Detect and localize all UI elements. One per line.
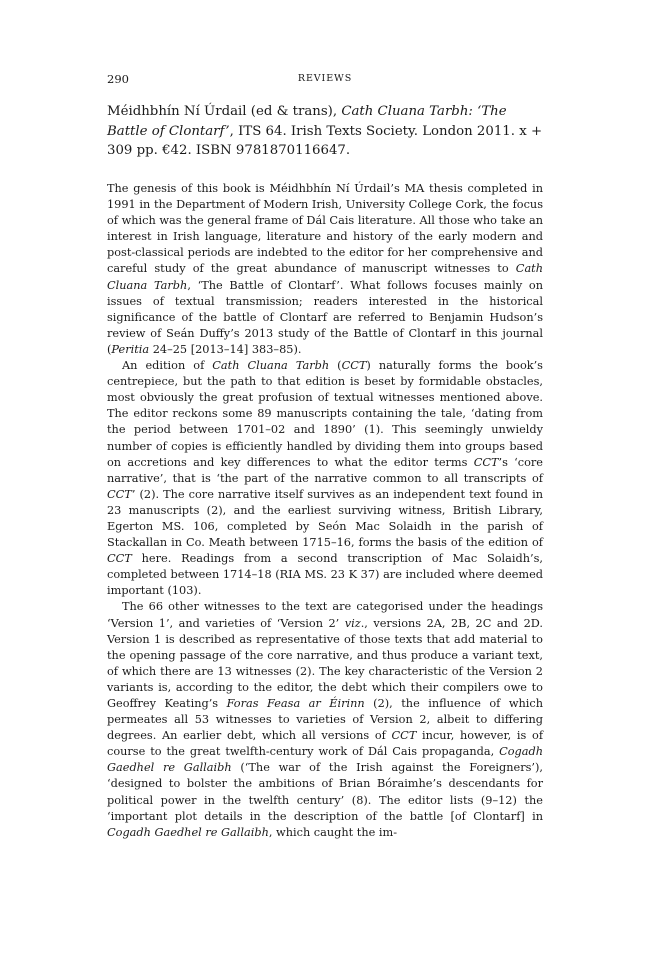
review-body [107,181,543,841]
text-run: ) naturally forms the book’s centrepiece, but the path to that edition is beset by formidable obstacles, most obviously the great profusion of textual witnesses mentioned above. The editor reckons some 89 manuscripts containing the tale, ‘dating from the period between 1701–02 and 1890’ (1). This seemingly unwieldy number of copies is efficiently handled by dividing them into groups based on accretions and key differences to what the editor terms [107,359,543,469]
body-paragraph [107,599,543,840]
text-run: An edition of [122,359,213,373]
text-run: here. Readings from a second transcription of Mac Solaidh’s, completed between 1714–18 (RIA MS. 23 K 37) are included where deemed important (103). [107,552,543,598]
italic-text: CCT [107,487,132,501]
italic-text: CCT [107,552,132,566]
body-paragraph [107,181,543,358]
citation-author: Méidhbhín Ní Úrdail (ed & trans), [107,104,338,119]
italic-text: Cath Cluana Tarbh [107,262,543,292]
italic-text: Cogadh Gaedhel re Gallaibh [107,825,269,839]
text-run: incur, however, is of course to the great twelfth-century work of Dál Cais propaganda, [107,729,543,759]
italic-text: Cath Cluana Tarbh [212,359,330,373]
page-header [107,71,543,87]
text-run: , ‘The Battle of Clontarf’. What follows focuses mainly on issues of textual transmission; readers interested in the historical significance of the battle of Clontarf are referred to Benjamin Hudson’s review of Seán Duffy’s 2013 study of the Battle of Clontarf in this journal ( [107,278,544,356]
italic-text: CCT [391,729,417,743]
text-run: (2), the influence of which permeates all 53 witnesses to varieties of Version 2, albeit to differing degrees. An earlier debt, which all versions of [107,697,543,743]
text-run: The genesis of this book is Méidhbhín Ní Úrdail’s MA thesis completed in 1991 in the Department of Modern Irish, University College Cork, the focus of which was the general frame of Dál Cais literature. All those who take an interest in Irish language, literature and history of the early modern and post-classical periods are indebted to the editor for her comprehensive and careful study of the great abundance of manuscript witnesses to [107,182,543,276]
italic-text: Peritia [111,342,150,356]
text-run: 24–25 [2013–14] 383–85). [149,342,302,356]
review-citation [107,102,543,161]
text-run: ’s ‘core narrative’, that is ‘the part of the narrative common to all transcripts of [107,455,543,485]
text-run: , which caught the im- [268,825,398,839]
text-run: The 66 other witnesses to the text are categorised under the headings ‘Version 1’, and varieties of ‘Version 2’ [107,600,543,630]
running-head: REVIEWS [297,73,353,84]
italic-text: CCT [341,359,367,373]
text-run: ( [329,359,342,373]
page-number: 290 [107,72,129,86]
italic-text: Cogadh Gaedhel re Gallaibh [107,745,543,775]
citation-title: Cath Cluana Tarbh: ‘The Battle of Clontarf’ [107,104,507,139]
body-paragraph [107,358,543,599]
italic-text: CCT [473,455,499,469]
italic-text: viz [344,616,361,630]
citation-details: , ITS 64. Irish Texts Society. London 2011. x + 309 pp. €42. ISBN 9781870116647. [107,123,543,158]
text-run: (‘The war of the Irish against the Foreigners’), ‘designed to bolster the ambitions of Brian Bóraimhe’s descendants for political power in the twelfth century’ (8). The editor lists (9–12) the ‘important plot details in the description of the battle [of Clontarf] in [107,761,544,823]
text-run: ., versions 2A, 2B, 2C and 2D. Version 1 is described as representative of those texts that add material to the opening passage of the core narrative, and thus produce a variant text, of which there are 13 witnesses (2). The key characteristic of the Version 2 variants is, according to the editor, the debt which their compilers owe to Geoffrey Keating’s [107,616,543,710]
text-run: ’ (2). The core narrative itself survives as an independent text found in 23 manuscripts (2), and the earliest surviving witness, British Library, Egerton MS. 106, completed by Seón Mac Solaidh in the parish of Stackallan in Co. Meath between 1715–16, forms the basis of the edition of [107,487,543,550]
italic-text: Foras Feasa ar Éirinn [226,697,365,710]
